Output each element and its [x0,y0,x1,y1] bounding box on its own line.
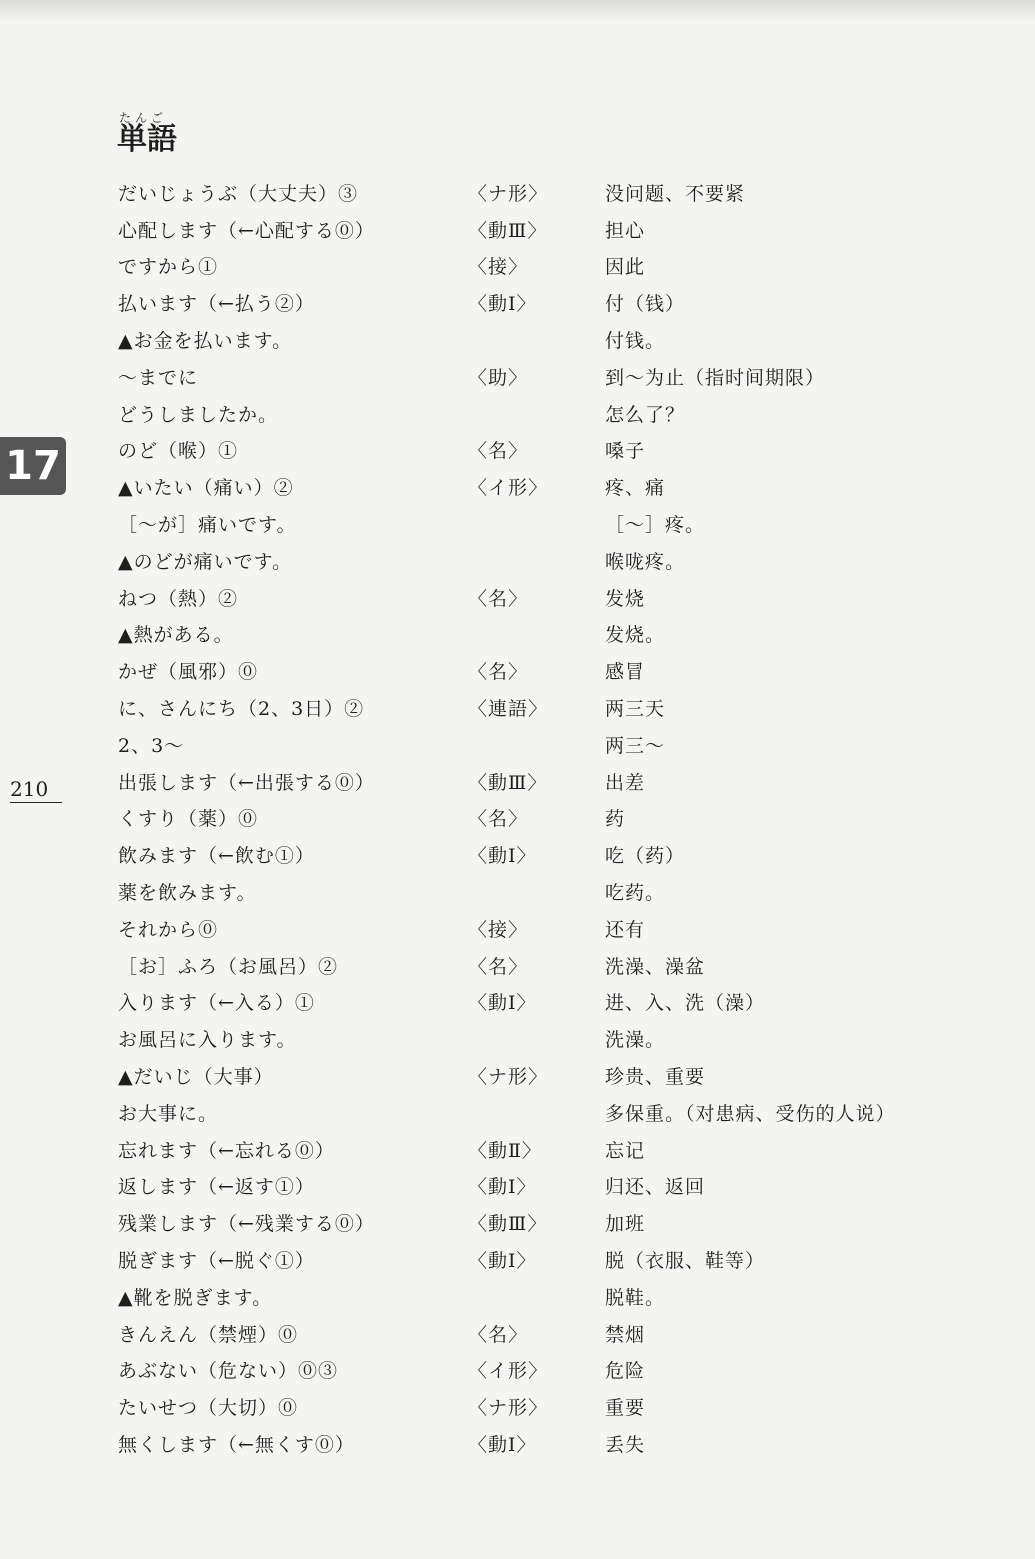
vocab-meaning: 出差 [605,771,646,794]
vocab-word: ▲熱がある。 [118,624,234,647]
vocab-row [118,1057,948,1094]
vocab-part-of-speech: 〈ナ形〉 [468,182,549,205]
vocab-row [118,652,948,689]
vocab-word: ▲いたい（痛い）② [118,477,294,500]
vocab-row [118,836,948,873]
vocab-row [118,947,948,984]
vocab-row [118,616,948,653]
vocab-part-of-speech: 〈ナ形〉 [468,1397,549,1420]
vocab-word: ▲だいじ（大事） [118,1066,274,1089]
vocab-part-of-speech: 〈動Ⅱ〉 [468,1139,542,1162]
vocab-meaning: 重要 [605,1397,646,1420]
vocab-word: に、さんにち（2、3日）② [118,698,365,721]
vocab-word: 出張します（←出張する⓪） [118,771,375,794]
vocab-meaning: 喉咙疼。 [605,550,686,573]
vocab-word: それから⓪ [118,918,219,941]
vocab-meaning: 吃（药） [605,845,686,868]
vocab-row [118,1204,948,1241]
vocab-meaning: 付（钱） [605,293,686,316]
vocab-part-of-speech: 〈名〉 [468,661,529,684]
vocab-word: 飲みます（←飲む①） [118,845,315,868]
vocab-part-of-speech: 〈連語〉 [468,698,549,721]
vocab-meaning: 感冒 [605,661,646,684]
section-heading [117,112,177,156]
vocab-row [118,542,948,579]
vocab-meaning: 两三天 [605,698,666,721]
vocab-part-of-speech: 〈ナ形〉 [468,1066,549,1089]
vocab-meaning: 洗澡、澡盆 [605,955,706,978]
vocab-word: あぶない（危ない）⓪③ [118,1360,339,1383]
vocab-word: 残業します（←残業する⓪） [118,1213,375,1236]
vocab-part-of-speech: 〈動Ⅰ〉 [468,293,537,316]
vocab-meaning: 吃药。 [605,882,666,905]
vocab-meaning: 还有 [605,918,646,941]
vocab-part-of-speech: 〈動Ⅲ〉 [468,771,548,794]
page-number: 210 [10,778,62,803]
vocab-word: 返します（←返す①） [118,1176,315,1199]
vocab-meaning: 禁烟 [605,1323,646,1346]
vocab-meaning: 嗓子 [605,440,646,463]
vocab-word: お風呂に入ります。 [118,1029,297,1052]
vocab-word: ▲靴を脱ぎます。 [118,1286,273,1309]
vocab-meaning: 药 [605,808,626,831]
vocab-part-of-speech: 〈動Ⅰ〉 [468,1433,537,1456]
vocab-meaning: 忘记 [605,1139,646,1162]
vocab-meaning: 脱（衣服、鞋等） [605,1250,766,1272]
vocab-part-of-speech: 〈名〉 [468,808,529,831]
vocab-word: かぜ（風邪）⓪ [118,661,259,684]
vocab-row [118,873,948,910]
vocab-row [118,1388,948,1425]
vocab-part-of-speech: 〈名〉 [468,440,529,463]
vocab-word: ねつ（熱）② [118,587,239,610]
vocab-row [118,910,948,947]
vocab-row [118,211,948,248]
vocab-row [118,763,948,800]
vocab-meaning: 洗澡。 [605,1029,666,1052]
vocab-row [118,321,948,358]
title-ruby: たんご [119,111,168,125]
vocab-word: 心配します（←心配する⓪） [118,219,375,242]
vocab-part-of-speech: 〈名〉 [468,1323,529,1346]
vocab-part-of-speech: 〈イ形〉 [468,477,549,500]
vocab-row [118,800,948,837]
vocab-meaning: 因此 [605,256,646,279]
vocab-part-of-speech: 〈動Ⅲ〉 [468,1213,548,1236]
vocab-row [118,1241,948,1278]
vocab-row [118,1352,948,1389]
vocab-meaning: 丢失 [605,1433,646,1456]
vocab-meaning: 没问题、不要紧 [605,182,746,205]
vocab-word: ［お］ふろ（お風呂）② [118,955,339,978]
vocab-word: ですから① [118,256,219,279]
vocab-row [118,1131,948,1168]
vocab-meaning: ［～］疼。 [605,514,706,537]
vocab-row [118,174,948,211]
vocab-part-of-speech: 〈動Ⅰ〉 [468,1176,537,1199]
vocab-row [118,726,948,763]
vocab-row [118,1278,948,1315]
vocab-word: ～までに [118,366,199,389]
vocab-row [118,358,948,395]
vocab-word: ▲のどが痛いです。 [118,550,293,573]
vocab-word: 無くします（←無くす⓪） [118,1433,355,1456]
vocab-row [118,248,948,285]
vocab-row [118,579,948,616]
vocab-part-of-speech: 〈動Ⅰ〉 [468,992,537,1015]
vocab-meaning: 进、入、洗（澡） [605,992,766,1015]
vocab-meaning: 多保重。（对患病、受伤的人说） [605,1102,896,1125]
chapter-tab: 17 [0,437,66,495]
vocab-meaning: 危险 [605,1360,646,1383]
vocab-row [118,1094,948,1131]
vocab-word: 2、3～ [118,734,185,757]
vocab-meaning: 付钱。 [605,330,666,353]
vocab-row [118,284,948,321]
page-title: 単語 [117,122,177,157]
vocab-part-of-speech: 〈名〉 [468,955,529,978]
vocab-word: お大事に。 [118,1102,219,1125]
vocab-part-of-speech: 〈名〉 [468,587,529,610]
vocab-word: ▲お金を払います。 [118,330,293,353]
vocab-part-of-speech: 〈動Ⅰ〉 [468,1250,537,1272]
vocab-row [118,505,948,542]
vocab-row [118,395,948,432]
vocab-word: 払います（←払う②） [118,293,315,316]
vocab-word: 忘れます（←忘れる⓪） [118,1139,335,1162]
vocabulary-list [118,174,948,1462]
vocab-part-of-speech: 〈動Ⅰ〉 [468,845,537,868]
vocab-meaning: 加班 [605,1213,646,1236]
vocab-word: どうしましたか。 [118,403,279,426]
vocab-word: くすり（薬）⓪ [118,808,259,831]
vocab-meaning: 疼、痛 [605,477,666,500]
page-top-shadow [0,0,1035,22]
vocab-meaning: 担心 [605,219,646,242]
vocab-word: のど（喉）① [118,440,239,463]
vocab-row [118,984,948,1021]
vocab-meaning: 发烧 [605,587,646,610]
vocab-meaning: 脱鞋。 [605,1286,666,1309]
vocab-meaning: 珍贵、重要 [605,1066,706,1089]
vocab-part-of-speech: 〈動Ⅲ〉 [468,219,548,242]
vocab-meaning: 到～为止（指时间期限） [605,366,826,389]
vocab-row [118,1425,948,1462]
vocab-meaning: 发烧。 [605,624,666,647]
vocab-row [118,468,948,505]
vocab-row [118,1168,948,1205]
vocab-row [118,1315,948,1352]
vocab-word: 薬を飲みます。 [118,882,257,905]
vocab-meaning: 怎么了？ [605,403,686,426]
vocab-word: だいじょうぶ（大丈夫）③ [118,182,359,205]
vocab-part-of-speech: 〈イ形〉 [468,1360,549,1383]
vocab-part-of-speech: 〈接〉 [468,256,529,279]
vocab-part-of-speech: 〈接〉 [468,918,529,941]
vocab-row [118,432,948,469]
vocab-word: きんえん（禁煙）⓪ [118,1323,299,1346]
vocab-word: 入ります（←入る）① [118,992,315,1015]
vocab-row [118,689,948,726]
vocab-word: ［～が］痛いです。 [118,514,297,537]
vocab-meaning: 归还、返回 [605,1176,706,1199]
vocab-row [118,1020,948,1057]
vocab-word: 脱ぎます（←脱ぐ①） [118,1250,315,1272]
vocab-meaning: 两三～ [605,734,666,757]
vocab-word: たいせつ（大切）⓪ [118,1397,299,1420]
vocab-part-of-speech: 〈助〉 [468,366,529,389]
